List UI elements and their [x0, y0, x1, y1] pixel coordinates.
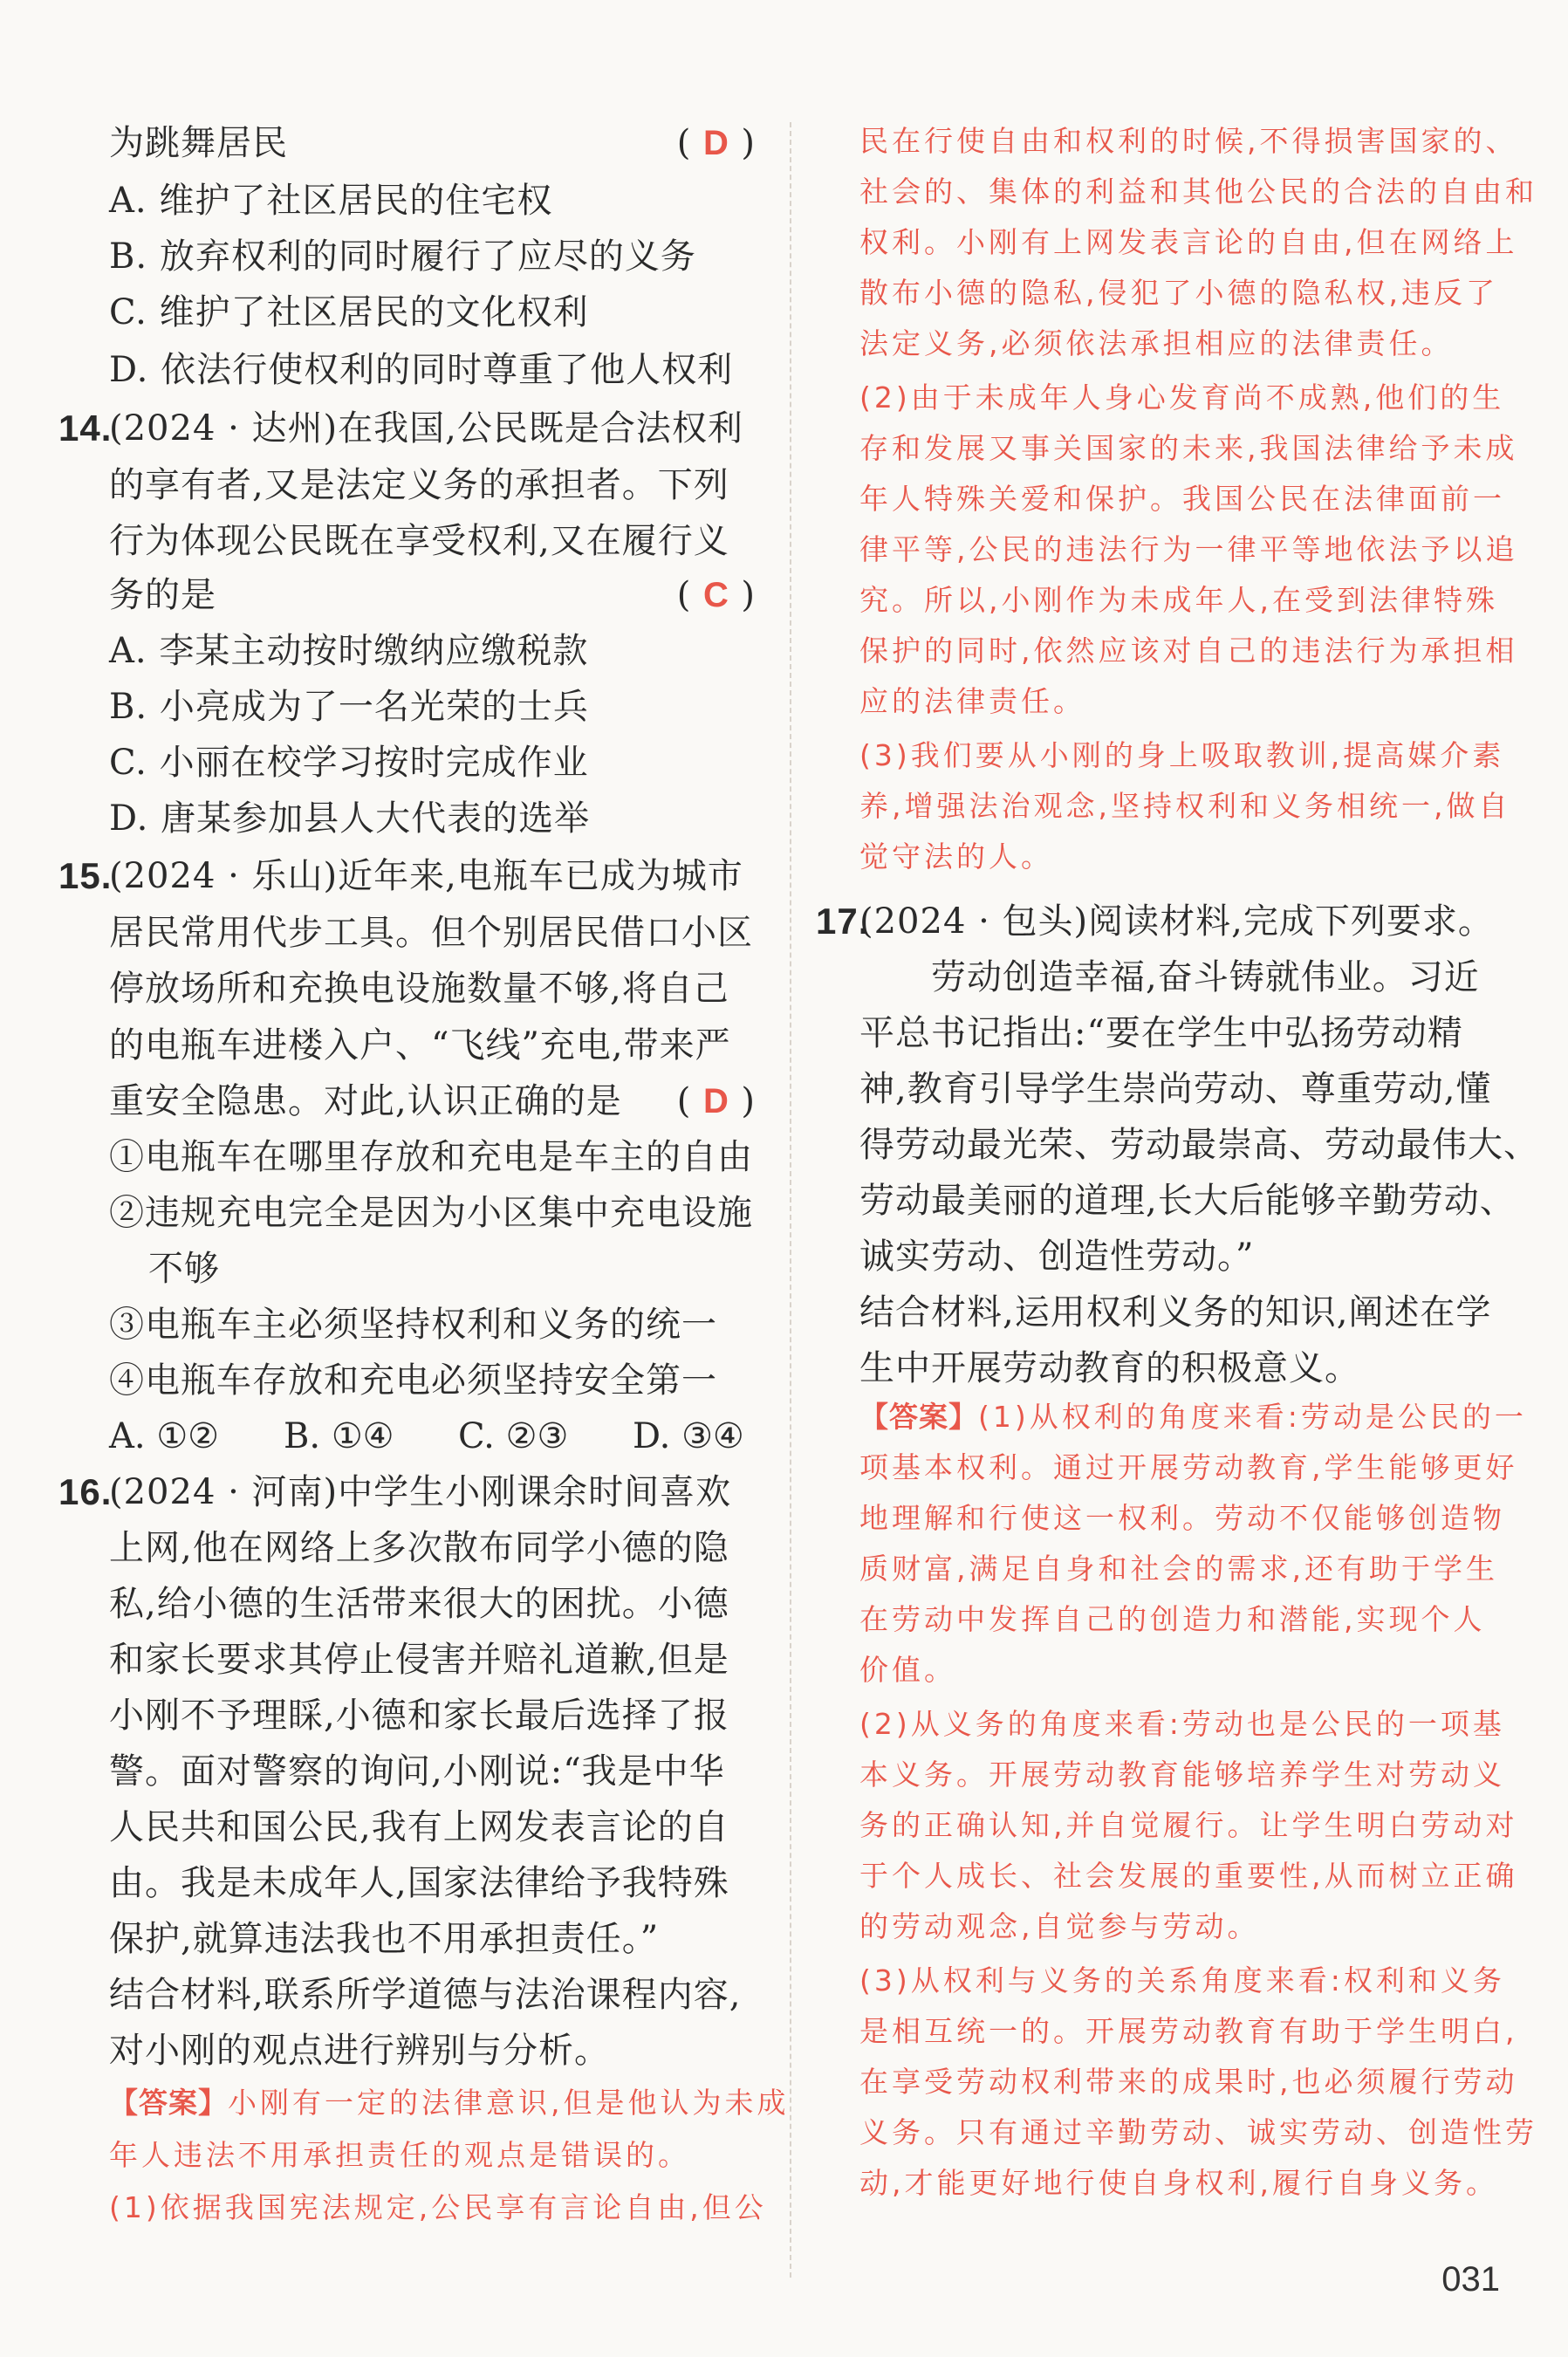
q17-material-line: 诚实劳动、创造性劳动。” — [859, 1237, 1255, 1277]
q16-answer-line — [109, 2084, 790, 2122]
q13-stem-tail: 为跳舞居民 — [109, 123, 288, 163]
q15-answer-bracket: ( D ) — [677, 1079, 755, 1124]
q17-material-line: 劳动创造幸福,奋斗铸就伟业。习近 — [931, 957, 1480, 997]
q16-stem-line: 和家长要求其停止侵害并赔礼道歉,但是 — [109, 1640, 729, 1680]
q14-answer-bracket: ( C ) — [677, 572, 755, 618]
q13-option-b: B. 放弃权利的同时履行了应尽的义务 — [109, 236, 696, 277]
q17-material-line: 劳动最美丽的道理,长大后能够辛勤劳动、 — [859, 1181, 1516, 1221]
q16-answer-cont-line: (2)由于未成年人身心发育尚不成熟,他们的生 — [859, 380, 1505, 415]
q15-stem-line: 重安全隐患。对此,认识正确的是 — [109, 1081, 622, 1121]
q17-answer-line: 质财富,满足自身和社会的需求,还有助于学生 — [859, 1552, 1498, 1586]
q16-stem-line: 对小刚的观点进行辨别与分析。 — [109, 2031, 610, 2071]
q16-answer-cont-line: 法定义务,必须依法承担相应的法律责任。 — [859, 326, 1454, 360]
q16-answer-cont-line: 社会的、集体的利益和其他公民的合法的自由和 — [859, 175, 1537, 209]
q14-option-c: C. 小丽在校学习按时完成作业 — [109, 743, 589, 783]
q17-answer-line: 务的正确认知,并自觉履行。让学生明白劳动对 — [859, 1808, 1518, 1842]
q15-option-d: D. ③④ — [633, 1416, 744, 1456]
q16-stem-line: 警。面对警察的询问,小刚说:“我是中华 — [109, 1751, 725, 1792]
q16-answer-cont-line: (3)我们要从小刚的身上吸取教训,提高媒介素 — [859, 738, 1505, 772]
q17-answer-line: 在享受劳动权利带来的成果时,也必须履行劳动 — [859, 2065, 1518, 2099]
q17-answer-line: 是相互统一的。开展劳动教育有助于学生明白, — [859, 2014, 1518, 2048]
answer-tag: 【答案】 — [109, 2086, 228, 2120]
q14-answer: C — [702, 576, 729, 614]
q15-option-c: C. ②③ — [458, 1416, 569, 1456]
q16-answer-cont-line: 年人特殊关爱和保护。我国公民在法律面前一 — [859, 482, 1505, 516]
q17-answer-line: 价值。 — [859, 1653, 956, 1687]
q17-answer-line: 在劳动中发挥自己的创造力和潜能,实现个人 — [859, 1602, 1486, 1636]
q15-statement-2-cont: 不够 — [148, 1249, 220, 1289]
q13-answer-bracket: ( D ) — [677, 120, 755, 166]
q13-option-a: A. 维护了社区居民的住宅权 — [109, 181, 553, 221]
q14-stem-line: 行为体现公民既在享受权利,又在履行义 — [109, 521, 729, 561]
q16-answer-cont-line: 民在行使自由和权利的时候,不得损害国家的、 — [859, 124, 1518, 158]
q17-answer-line — [859, 1398, 1527, 1436]
q17-answer-line: 的劳动观念,自觉参与劳动。 — [859, 1909, 1260, 1943]
q13-option-c: C. 维护了社区居民的文化权利 — [109, 292, 589, 332]
q16-stem-line: 私,给小德的生活带来很大的困扰。小德 — [109, 1584, 729, 1624]
q15-statement-2: ②违规充电完全是因为小区集中充电设施 — [109, 1193, 753, 1233]
q16-stem-line: 人民共和国公民,我有上网发表言论的自 — [109, 1807, 729, 1847]
q16-answer-line: (1)依据我国宪法规定,公民享有言论自由,但公 — [109, 2190, 767, 2224]
q16-answer-text: 小刚有一定的法律意识,但是他认为未成 — [228, 2086, 790, 2120]
q17-answer-line: 本义务。开展劳动教育能够培养学生对劳动义 — [859, 1757, 1505, 1792]
q17-answer-line: 项基本权利。通过开展劳动教育,学生能够更好 — [859, 1450, 1518, 1484]
q14-stem-line: 的享有者,又是法定义务的承担者。下列 — [109, 465, 729, 505]
q17-task-line: 生中开展劳动教育的积极意义。 — [859, 1348, 1360, 1388]
q17-answer-line: 地理解和行使这一权利。劳动不仅能够创造物 — [859, 1501, 1505, 1535]
q16-stem-line: 结合材料,联系所学道德与法治课程内容, — [109, 1975, 742, 2015]
q14-option-b: B. 小亮成为了一名光荣的士兵 — [109, 687, 589, 727]
page-number: 031 — [1441, 2260, 1500, 2299]
answer-tag: 【答案】 — [859, 1400, 978, 1434]
q16-stem-line: 上网,他在网络上多次散布同学小德的隐 — [109, 1528, 729, 1568]
q15-answer: D — [702, 1082, 729, 1120]
q17-answer-text: (1)从权利的角度来看:劳动是公民的一 — [978, 1400, 1527, 1434]
q14-stem-line: 务的是 — [109, 575, 216, 615]
q16-answer-cont-line: 养,增强法治观念,坚持权利和义务相统一,做自 — [859, 789, 1511, 823]
q17-answer-line: 义务。只有通过辛勤劳动、诚实劳动、创造性劳 — [859, 2115, 1537, 2149]
q15-stem-line: 居民常用代步工具。但个别居民借口小区 — [109, 913, 753, 953]
q17-material-line: 平总书记指出:“要在学生中弘扬劳动精 — [859, 1013, 1463, 1053]
q15-option-a: A. ①② — [109, 1416, 220, 1456]
q15-stem-line: 的电瓶车进楼入户、“飞线”充电,带来严 — [109, 1025, 731, 1065]
q15-statement-1: ①电瓶车在哪里存放和充电是车主的自由 — [109, 1137, 753, 1177]
q16-answer-cont-line: 觉守法的人。 — [859, 839, 1053, 874]
q16-stem-line: 由。我是未成年人,国家法律给予我特殊 — [109, 1863, 729, 1903]
q14-number: 14. — [58, 408, 113, 449]
column-divider — [790, 122, 791, 2278]
q15-stem-line: 停放场所和充换电设施数量不够,将自己 — [109, 969, 729, 1009]
q16-answer-cont-line: 律平等,公民的违法行为一律平等地依法予以追 — [859, 532, 1518, 566]
q17-material-line: 得劳动最光荣、劳动最崇高、劳动最伟大、 — [859, 1125, 1539, 1165]
q17-answer-line: 动,才能更好地行使自身权利,履行自身义务。 — [859, 2166, 1498, 2200]
q16-answer-cont-line: 存和发展又事关国家的未来,我国法律给予未成 — [859, 431, 1518, 465]
q15-stem-line: (2024 · 乐山)近年来,电瓶车已成为城市 — [109, 856, 743, 896]
q15-number: 15. — [58, 855, 113, 896]
q17-answer-line: 于个人成长、社会发展的重要性,从而树立正确 — [859, 1859, 1518, 1893]
q16-answer-cont-line: 应的法律责任。 — [859, 684, 1085, 718]
q17-answer-line: (2)从义务的角度来看:劳动也是公民的一项基 — [859, 1707, 1505, 1741]
q13-option-d: D. 依法行使权利的同时尊重了他人权利 — [109, 350, 734, 390]
q15-option-b: B. ①④ — [284, 1416, 394, 1456]
q13-answer: D — [702, 124, 729, 162]
q14-option-a: A. 李某主动按时缴纳应缴税款 — [109, 631, 589, 671]
q15-statement-4: ④电瓶车存放和充电必须坚持安全第一 — [109, 1360, 717, 1401]
q16-answer-cont-line: 保护的同时,依然应该对自己的违法行为承担相 — [859, 634, 1518, 668]
q17-task-line: 结合材料,运用权利义务的知识,阐述在学 — [859, 1292, 1492, 1333]
q16-answer-cont-line: 权利。小刚有上网发表言论的自由,但在网络上 — [859, 225, 1518, 259]
q17-answer-line: (3)从权利与义务的关系角度来看:权利和义务 — [859, 1963, 1505, 1997]
q16-stem-line: 小刚不予理睬,小德和家长最后选择了报 — [109, 1696, 729, 1736]
q14-stem-line: (2024 · 达州)在我国,公民既是合法权利 — [109, 408, 743, 449]
q15-statement-3: ③电瓶车主必须坚持权利和义务的统一 — [109, 1305, 717, 1345]
q17-number: 17. — [816, 901, 870, 942]
q14-option-d: D. 唐某参加县人大代表的选举 — [109, 798, 591, 839]
q16-stem-line: (2024 · 河南)中学生小刚课余时间喜欢 — [109, 1472, 732, 1512]
q17-material-line: 神,教育引导学生崇尚劳动、尊重劳动,懂 — [859, 1069, 1492, 1109]
q17-stem-line: (2024 · 包头)阅读材料,完成下列要求。 — [859, 901, 1494, 942]
q16-answer-cont-line: 究。所以,小刚作为未成年人,在受到法律特殊 — [859, 583, 1498, 617]
q16-stem-line: 保护,就算违法我也不用承担责任。” — [109, 1919, 660, 1959]
q16-answer-line: 年人违法不用承担责任的观点是错误的。 — [109, 2138, 690, 2172]
q16-number: 16. — [58, 1471, 113, 1512]
q16-answer-cont-line: 散布小德的隐私,侵犯了小德的隐私权,违反了 — [859, 276, 1498, 310]
q15-options — [109, 1414, 807, 1459]
